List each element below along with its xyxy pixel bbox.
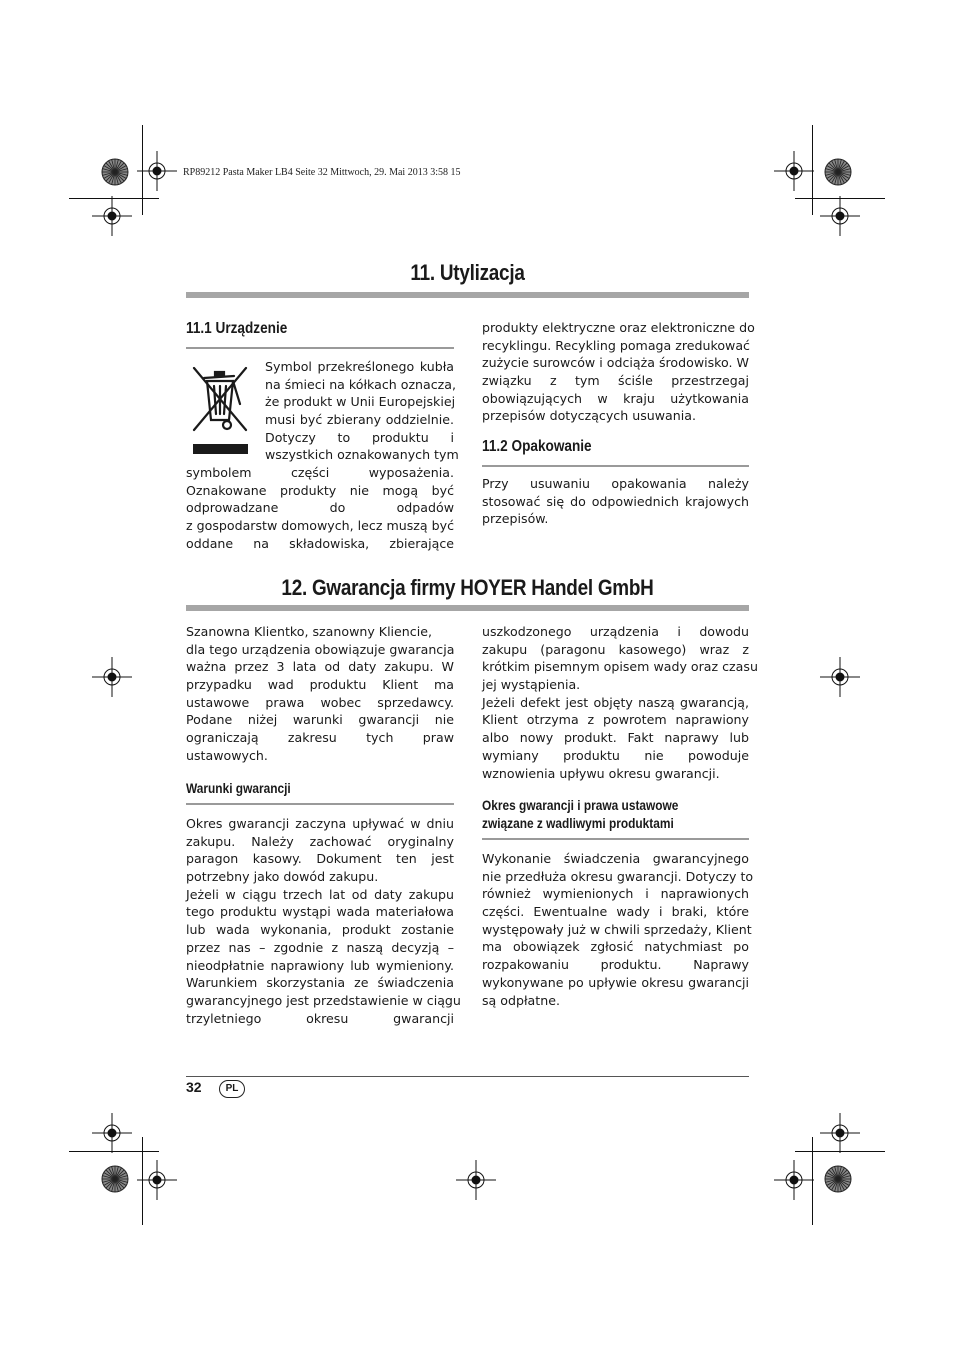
- color-wheel-mark-icon: [100, 1164, 130, 1194]
- text-line: również wymienionych i naprawionych: [482, 886, 749, 902]
- text-line: Podane niżej warunki gwarancji nie: [186, 712, 454, 728]
- registration-mark-icon: [456, 1160, 496, 1200]
- text-line: odprowadzane do odpadów: [186, 500, 454, 516]
- packaging-paragraph: [482, 475, 749, 528]
- registration-mark-icon: [92, 657, 132, 697]
- text-line: na śmieci na kółkach oznacza,: [265, 376, 457, 392]
- color-wheel-mark-icon: [823, 1164, 853, 1194]
- text-line: Okres gwarancji zaczyna upływać w dniu: [186, 816, 454, 831]
- registration-mark-icon: [820, 1113, 860, 1153]
- text-line: ustawowych.: [186, 747, 268, 763]
- okres-rule: [482, 838, 749, 840]
- footer-rule: [186, 1076, 749, 1077]
- text-line: Szanowna Klientko, szanowny Kliencie,: [186, 624, 432, 639]
- subsection-11-1-paragraph: [186, 464, 454, 552]
- warunki-title: Warunki gwarancji: [186, 780, 291, 796]
- text-line: wykonywane po upływie okresu gwarancji: [482, 974, 749, 990]
- text-line: wszystkich oznakowanych tym: [265, 447, 459, 463]
- subsection-11-1-text-full: [186, 464, 454, 552]
- crop-line: [795, 1151, 885, 1152]
- text-line: lub wada wykonania, produkt zostanie: [186, 922, 454, 938]
- text-line: wznowienia upływu okresu gwarancji.: [482, 765, 720, 781]
- registration-mark-icon: [774, 1160, 814, 1200]
- okres-text: [482, 850, 754, 1009]
- text-line: przepisów.: [482, 511, 549, 527]
- section-11-right-column: [482, 319, 755, 425]
- text-line: Jeżeli w ciągu trzech lat od daty zakupu: [186, 886, 454, 902]
- text-line: musi być zbierany oddzielnie.: [265, 412, 454, 428]
- text-line: części. Ewentualne wady i braki, które: [482, 904, 749, 920]
- text-line: Warunkiem skorzystania ze świadczenia: [186, 975, 454, 991]
- text-line: Wykonanie świadczenia gwarancyjnego: [482, 851, 749, 866]
- subsection-11-1-title: 11.1 Urządzenie: [186, 320, 288, 337]
- subsection-11-1-paragraph-wrapped: [265, 358, 459, 464]
- warunki-rule: [186, 803, 454, 805]
- text-line: stosować się do odpowiednich krajowych: [482, 493, 749, 509]
- okres-title-line-1: Okres gwarancji i prawa ustawowe: [482, 797, 679, 813]
- subsection-11-2-rule: [482, 465, 749, 467]
- text-line: że produkt w Unii Europejskiej: [265, 394, 456, 410]
- warunki-paragraph: [186, 815, 461, 1027]
- text-line: Jeżeli defekt jest objęty naszą gwarancją,: [482, 694, 749, 710]
- text-line: ograniczają zakresu tych praw: [186, 730, 454, 746]
- text-line: trzyletniego okresu gwarancji: [186, 1010, 454, 1026]
- color-wheel-mark-icon: [823, 157, 853, 187]
- registration-mark-icon: [92, 196, 132, 236]
- crop-line: [69, 1151, 159, 1152]
- registration-mark-icon: [92, 1113, 132, 1153]
- text-line: tego produktu wystąpi wada materiałowa: [186, 904, 454, 920]
- warranty-right-paragraph: [482, 623, 758, 782]
- text-line: wymiany produktu nie powoduje: [482, 747, 749, 763]
- section-12-rule: [186, 605, 749, 611]
- text-line: produkty elektryczne oraz elektroniczne do: [482, 320, 755, 335]
- warranty-intro-paragraph: [186, 623, 454, 765]
- section-12-title: 12. Gwarancja firmy HOYER Handel GmbH: [281, 575, 654, 600]
- text-line: przepisów dotyczących usuwania.: [482, 408, 696, 424]
- text-line: nie przedłuża okresu gwarancji. Dotyczy to: [482, 868, 754, 884]
- text-line: ustawowe prawa wobec sprzedawcy.: [186, 694, 454, 710]
- text-line: przypadku wad produktu Klient ma: [186, 677, 454, 693]
- text-line: gwarancyjnego jest przedstawienie w ciągu: [186, 992, 461, 1008]
- warranty-intro: [186, 623, 454, 765]
- text-line: z gospodarstw domowych, lecz muszą być: [186, 518, 454, 534]
- warunki-text: [186, 815, 461, 1027]
- crossed-out-wheelie-bin-icon: [190, 364, 250, 458]
- text-line: potrzebny jako dowód zakupu.: [186, 869, 379, 885]
- okres-paragraph: [482, 850, 754, 1009]
- text-line: przez nas – zgodnie z naszą decyzją –: [186, 939, 454, 955]
- color-wheel-mark-icon: [100, 157, 130, 187]
- page-number: 32: [186, 1079, 202, 1095]
- text-line: krótkim pisemnym opisem wady oraz czasu: [482, 659, 758, 675]
- registration-mark-icon: [774, 151, 814, 191]
- text-line: występowały już w chwili sprzedaży, Klient: [482, 921, 752, 937]
- recycling-paragraph: [482, 319, 755, 425]
- text-line: Dotyczy to produktu i: [265, 429, 454, 445]
- registration-mark-icon: [820, 657, 860, 697]
- text-line: jej wystąpienia.: [482, 677, 581, 693]
- registration-mark-icon: [820, 196, 860, 236]
- text-line: są odpłatne.: [482, 992, 560, 1008]
- section-11-rule: [186, 292, 749, 298]
- subsection-11-2-text: [482, 475, 749, 528]
- text-line: ważna przez 3 lata od daty zakupu. W: [186, 659, 454, 675]
- crop-line: [142, 125, 143, 215]
- text-line: dla tego urządzenia obowiązuje gwarancja: [186, 641, 455, 657]
- crop-line: [812, 125, 813, 215]
- print-info: RP89212 Pasta Maker LB4 Seite 32 Mittwoch, 29. Mai 2013 3:58 15: [183, 167, 461, 178]
- text-line: symbolem części wyposażenia.: [186, 465, 454, 480]
- text-line: zakupu. Należy zachować oryginalny: [186, 833, 454, 849]
- text-line: Symbol przekreślonego kubła: [265, 359, 454, 374]
- text-line: Oznakowane produkty nie mogą być: [186, 482, 454, 498]
- text-line: oddane na składowiska, zbierające: [186, 535, 454, 551]
- crop-line: [69, 198, 159, 199]
- subsection-11-1-text-wrap: [265, 358, 459, 464]
- crop-line: [795, 198, 885, 199]
- okres-title-line-2: związane z wadliwymi produktami: [482, 815, 674, 831]
- text-line: zakupu (paragonu kasowego) wraz z: [482, 641, 749, 657]
- text-line: rozpakowaniu produktu. Naprawy: [482, 957, 749, 973]
- text-line: paragon kasowy. Dokument ten jest: [186, 851, 454, 867]
- text-line: związku z tym ściśle przestrzegaj: [482, 373, 749, 389]
- text-line: nieodpłatnie naprawiony lub wymieniony.: [186, 957, 454, 973]
- registration-mark-icon: [137, 1160, 177, 1200]
- text-line: Przy usuwaniu opakowania należy: [482, 476, 749, 491]
- subsection-11-2-title: 11.2 Opakowanie: [482, 438, 592, 455]
- registration-mark-icon: [137, 151, 177, 191]
- language-badge: PL: [219, 1080, 245, 1098]
- text-line: recyklingu. Recykling pomaga zredukować: [482, 337, 750, 353]
- text-line: zużycie surowców i odciąża środowisko. W: [482, 355, 749, 371]
- warranty-right-column: [482, 623, 758, 782]
- text-line: ma obowiązek zgłosić natychmiast po: [482, 939, 749, 955]
- text-line: albo nowy produkt. Fakt naprawy lub: [482, 730, 749, 746]
- subsection-11-1-rule: [186, 347, 454, 349]
- section-11-title: 11. Utylizacja: [410, 260, 525, 285]
- text-line: Klient otrzyma z powrotem naprawiony: [482, 712, 749, 728]
- text-line: uszkodzonego urządzenia i dowodu: [482, 624, 749, 639]
- text-line: obowiązujących w kraju użytkowania: [482, 390, 749, 406]
